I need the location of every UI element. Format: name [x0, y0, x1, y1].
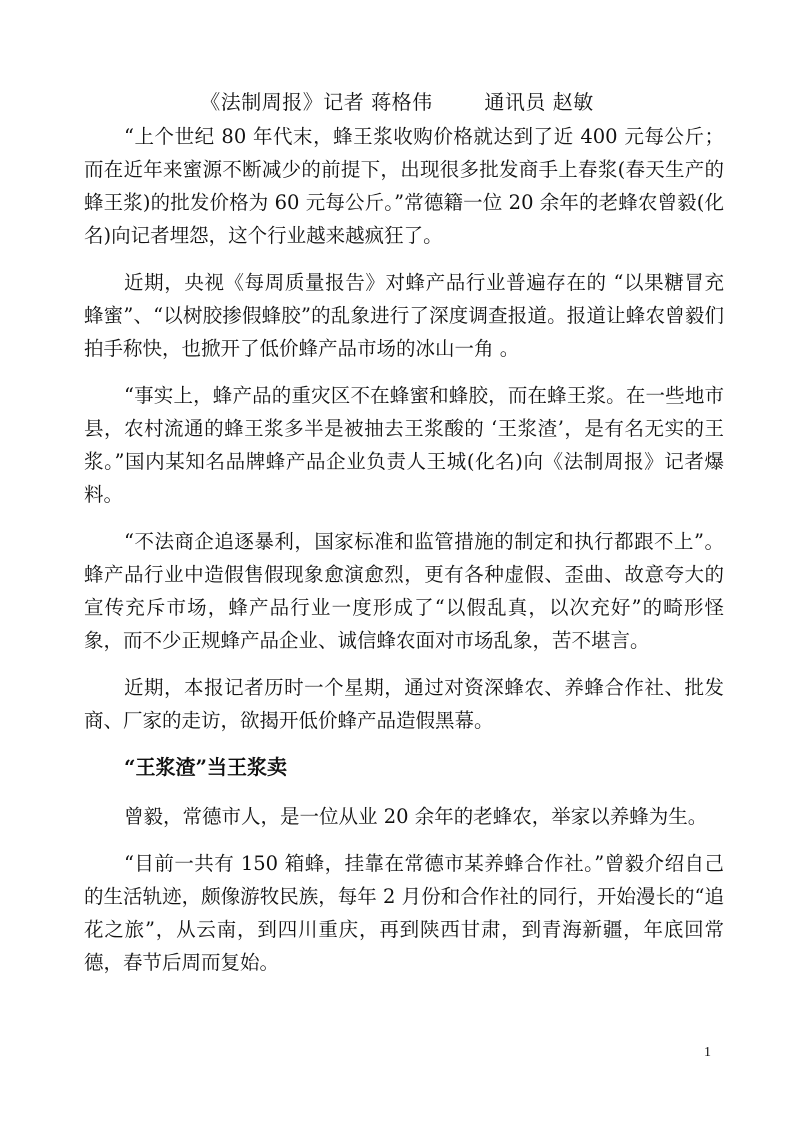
- byline-correspondent-title: 通讯员: [484, 90, 546, 114]
- paragraph-2: 近期，央视《每周质量报告》对蜂产品行业普遍存在的 “以果糖冒充蜂蜜”、“以树胶掺假蜂胶”的乱象进行了深度调查报道。报道让蜂农曾毅们拍手称快，也掀开了低价蜂产品市场的冰山一角 。: [84, 271, 724, 360]
- section-subheading: “王浆渣”当王浆卖: [124, 755, 288, 779]
- paragraph-5: 近期，本报记者历时一个星期，通过对资深蜂农、养蜂合作社、批发商、厂家的走访，欲揭开低价蜂产品造假黑幕。: [84, 676, 724, 732]
- byline-publication: 《法制周报》记者: [200, 90, 365, 114]
- byline-correspondent: 赵敏: [552, 90, 594, 114]
- paragraph-4: “不法商企追逐暴利，国家标准和监管措施的制定和执行都跟不上”。蜂产品行业中造假售假现象愈演愈烈，更有各种虚假、歪曲、故意夸大的宣传充斥市场，蜂产品行业一度形成了“以假乱真，以次充好”的畸形怪象，而不少正规蜂产品企业、诚信蜂农面对市场乱象，苦不堪言。: [84, 530, 724, 652]
- paragraph-6: 曾毅，常德市人，是一位从业 20 余年的老蜂农，举家以养蜂为生。: [124, 805, 708, 828]
- page-number: 1: [704, 1045, 711, 1060]
- article-body: [84, 120, 724, 993]
- paragraph-7: “目前一共有 150 箱蜂，挂靠在常德市某养蜂合作社。”曾毅介绍自己的生活轨迹，颇像游牧民族，每年 2 月份和合作社的同行，开始漫长的“追花之旅”，从云南，到四川重庆，再到陕西甘肃，到青海新疆，年底回常德，春节后周而复始。: [84, 852, 724, 974]
- byline: [0, 86, 794, 115]
- paragraph-1: “上个世纪 80 年代末，蜂王浆收购价格就达到了近 400 元每公斤；而在近年来蜜源不断减少的前提下，出现很多批发商手上春浆(春天生产的蜂王浆)的批发价格为 60 元每公斤。”常德籍一位 20 余年的老蜂农曾毅(化名)向记者埋怨，这个行业越来越疯狂了。: [84, 125, 724, 247]
- paragraph-3: “事实上，蜂产品的重灾区不在蜂蜜和蜂胶，而在蜂王浆。在一些地市县，农村流通的蜂王浆多半是被抽去王浆酸的 ‘王浆渣’，是有名无实的王浆。”国内某知名品牌蜂产品企业负责人王城(化名)向《法制周报》记者爆料。: [84, 384, 724, 506]
- byline-reporter: 蒋格伟: [371, 90, 433, 114]
